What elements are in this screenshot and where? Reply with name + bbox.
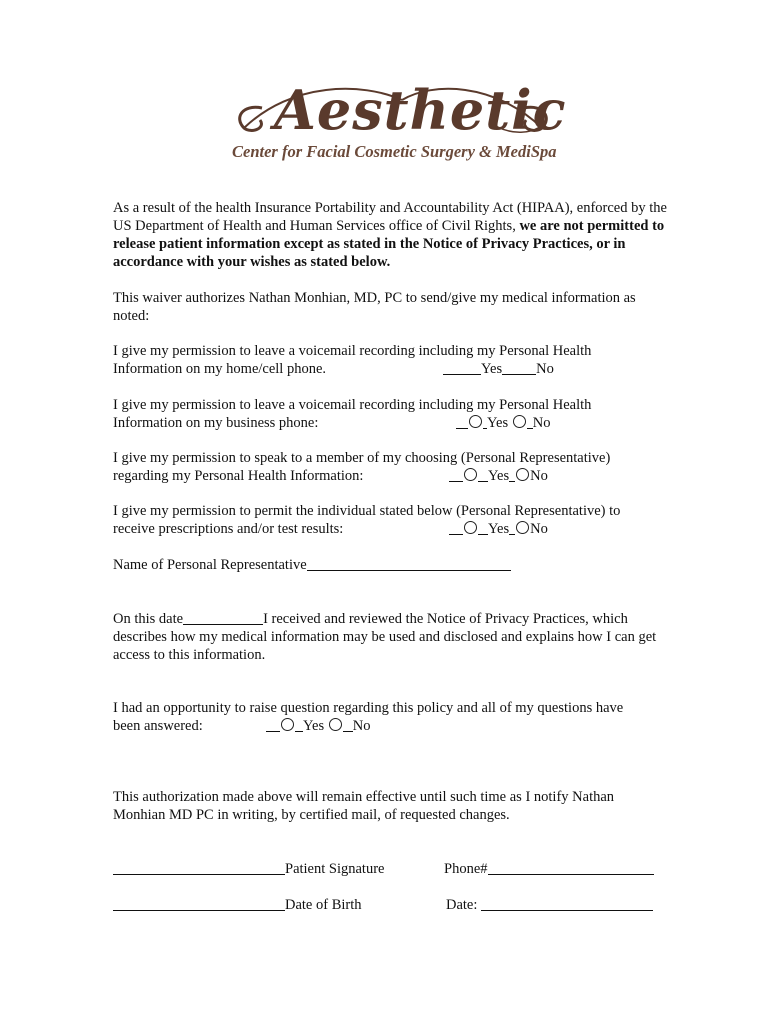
phone-label: Phone# [444,861,488,877]
permission-text-line2: Information on my home/cell phone. [113,361,327,377]
notice-paragraph [113,610,665,664]
no-label: No [352,718,371,734]
yes-no-choice [449,467,548,485]
no-radio-icon[interactable] [516,468,529,481]
patient-signature-label: Patient Signature [285,861,385,877]
date-of-birth-field[interactable] [113,896,285,911]
permission-prescriptions [113,502,673,538]
phone-field[interactable] [488,860,654,875]
date-row [446,896,653,914]
yes-label: Yes [481,361,503,377]
patient-signature-field[interactable] [113,860,285,875]
yes-no-choice [456,414,550,432]
permission-text-line1: I give my permission to permit the individual stated below (Personal Representative) to [113,503,621,519]
no-radio-icon[interactable] [513,415,526,428]
yes-no-choice [443,360,554,378]
clinic-logo [232,78,567,170]
questions-text-line2: been answered: [113,718,203,734]
permission-personal-representative [113,449,673,485]
permission-text-line2: Information on my business phone: [113,415,319,431]
permission-text-line2: receive prescriptions and/or test results: [113,521,344,537]
yes-blank[interactable] [443,360,481,375]
yes-radio-icon[interactable] [281,718,294,731]
questions-answered [113,699,673,735]
authorization-text: This authorization made above will remain effective until such time as I notify Nathan Monhian MD PC in writing, by certified mail, of requested changes. [113,789,615,823]
hipaa-intro [113,199,673,271]
date-field[interactable] [481,896,653,911]
yes-radio-icon[interactable] [464,468,477,481]
yes-label: Yes [488,521,510,537]
no-label: No [530,468,548,484]
permission-text-line2: regarding my Personal Health Information: [113,468,364,484]
yes-no-choice [449,520,548,538]
no-radio-icon[interactable] [516,521,529,534]
logo-tagline: Center for Facial Cosmetic Surgery & MediSpa [232,142,557,161]
no-radio-icon[interactable] [329,718,342,731]
yes-radio-icon[interactable] [464,521,477,534]
patient-signature-row [113,860,384,878]
yes-radio-icon[interactable] [469,415,482,428]
yes-no-choice [266,717,370,735]
representative-name-row [113,556,673,574]
permission-text-line1: I give my permission to speak to a member of my choosing (Personal Representative) [113,450,611,466]
no-label: No [530,521,548,537]
intro-bold-text: we are not permitted to release patient information except as stated in the Notice of Privacy Practices, or in accordance with your wishes as stated below. [113,218,665,270]
phone-row [444,860,654,878]
questions-text-line1: I had an opportunity to raise question regarding this policy and all of my questions have [113,700,624,716]
permission-text-line1: I give my permission to leave a voicemail recording including my Personal Health [113,343,592,359]
date-of-birth-label: Date of Birth [285,897,362,913]
representative-name-field[interactable] [307,556,511,571]
yes-label: Yes [487,415,509,431]
yes-label: Yes [303,718,325,734]
date-of-birth-row [113,896,362,914]
permission-business-phone [113,396,673,432]
no-label: No [532,415,551,431]
logo-script-text: Aesthetic [274,78,567,142]
notice-rest: describes how my medical information may be used and disclosed and explains how I can get access to this information. [113,629,657,663]
notice-date-field[interactable] [183,610,263,625]
notice-suffix: I received and reviewed the Notice of Privacy Practices, which [263,611,628,627]
notice-prefix: On this date [113,611,184,627]
no-blank[interactable] [502,360,536,375]
waiver-text: This waiver authorizes Nathan Monhian, MD, PC to send/give my medical information as noted: [113,290,636,324]
permission-home-phone [113,342,673,378]
yes-label: Yes [488,468,510,484]
representative-name-label: Name of Personal Representative [113,557,307,573]
no-label: No [536,361,554,377]
date-label: Date: [446,897,478,913]
intro-text: As a result of the health Insurance Portability and Accountability Act (HIPAA), enforced by the US Department of Health and Human Services office of Civil Rights, [113,200,667,234]
permission-text-line1: I give my permission to leave a voicemail recording including my Personal Health [113,397,592,413]
